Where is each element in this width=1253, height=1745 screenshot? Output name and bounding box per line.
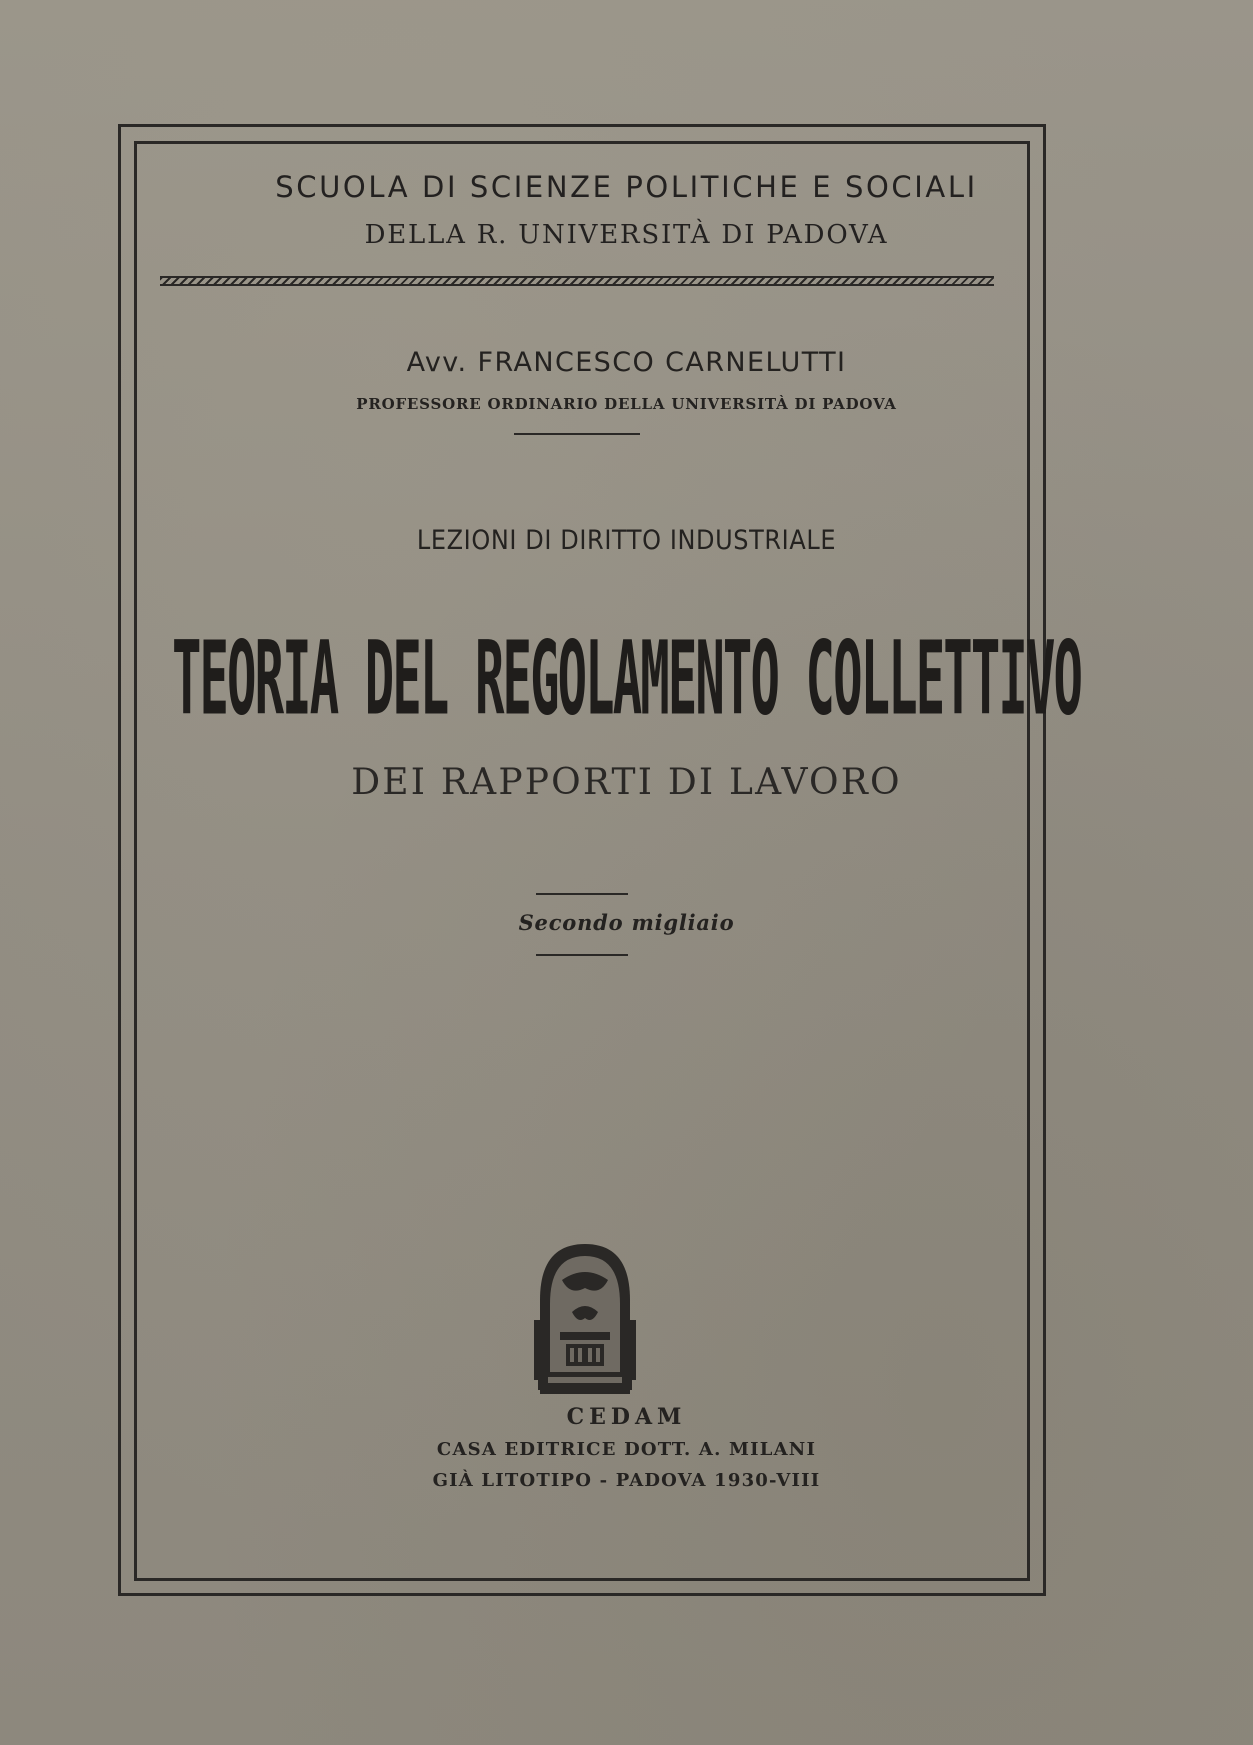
edition-note: Secondo migliaio [518, 910, 735, 935]
author-role: PROFESSORE ORDINARIO DELLA UNIVERSITÀ DI PADOVA [356, 395, 897, 413]
publisher-name: CEDAM [566, 1404, 687, 1430]
author-name: Avv. FRANCESCO CARNELUTTI [406, 347, 847, 378]
publisher-emblem-icon [532, 1240, 638, 1394]
publisher-line2: GIÀ LITOTIPO - PADOVA 1930-VIII [432, 1470, 821, 1491]
decorative-rule [160, 276, 994, 286]
edition-rule-top [536, 893, 628, 895]
publisher-line1: CASA EDITRICE DOTT. A. MILANI [436, 1439, 817, 1460]
school-name-line2: DELLA R. UNIVERSITÀ DI PADOVA [364, 220, 889, 250]
school-name-line1: SCUOLA DI SCIENZE POLITICHE E SOCIALI [275, 170, 978, 204]
edition-rule-bottom [536, 954, 628, 956]
author-divider [514, 433, 640, 435]
main-title: TEORIA DEL REGOLAMENTO COLLETTIVO [171, 622, 1082, 739]
subtitle: DEI RAPPORTI DI LAVORO [351, 762, 902, 803]
series-title: LEZIONI DI DIRITTO INDUSTRIALE [416, 524, 837, 556]
